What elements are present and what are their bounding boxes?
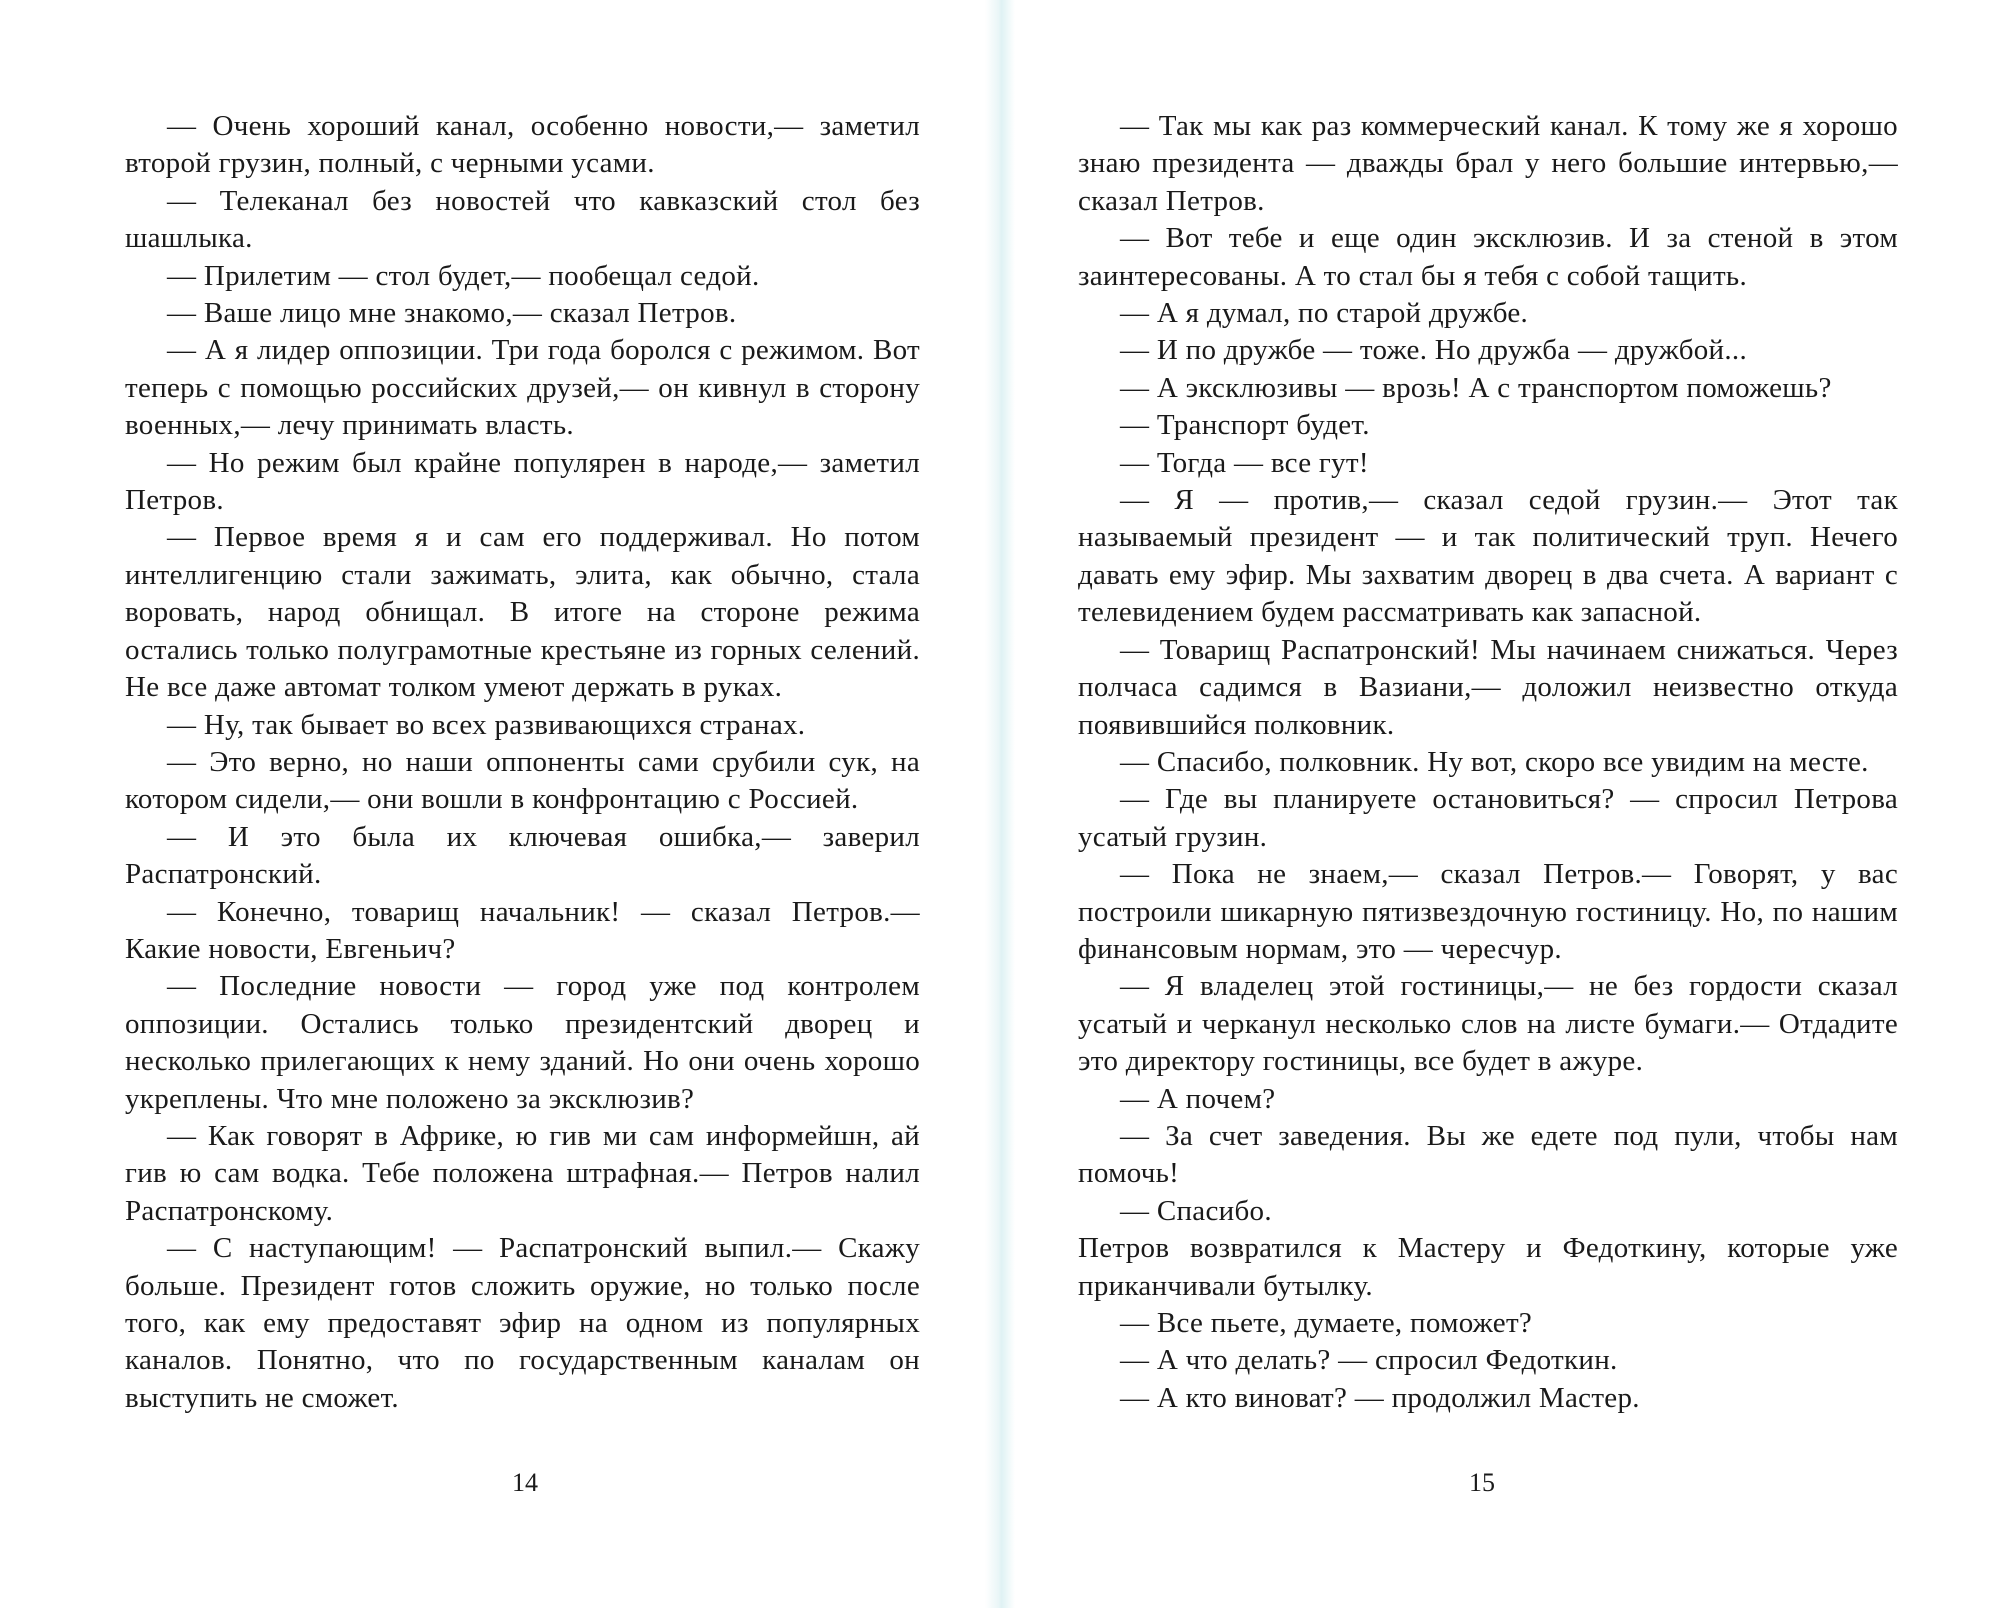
paragraph: — Так мы как раз коммерческий канал. К тому же я хорошо знаю президента — дважды брал у него большие интервью,— сказал Петров.	[1078, 110, 1898, 217]
paragraph: — А почем?	[1120, 1082, 1276, 1115]
paragraph: — А что делать? — спросил Федоткин.	[1120, 1344, 1618, 1377]
paragraph: — Все пьете, думаете, поможет?	[1120, 1307, 1533, 1339]
paragraph: — Тогда — все гут!	[1120, 446, 1369, 479]
paragraph: — Ну, так бывает во всех развивающихся странах.	[167, 708, 806, 741]
left-page	[0, 0, 985, 1608]
paragraph: — Это верно, но наши оппоненты сами срубили сук, на котором сидели,— они вошли в конфронтацию с Россией.	[125, 745, 920, 816]
right-page-text	[1078, 108, 1898, 1417]
left-page-text	[125, 108, 920, 1417]
paragraph: — Я — против,— сказал седой грузин.— Этот так называемый президент — и так политический труп. Нечего давать ему эфир. Мы захватим дворец в два счета. А вариант с телевидением будем рассматривать как запасной.	[1078, 484, 1898, 629]
paragraph: — И по дружбе — тоже. Но дружба — дружбой...	[1120, 334, 1748, 367]
paragraph: — Ваше лицо мне знакомо,— сказал Петров.	[167, 297, 737, 330]
paragraph: — А эксклюзивы — врозь! А с транспортом поможешь?	[1120, 371, 1832, 404]
right-page	[1015, 0, 2000, 1608]
page-number: 15	[1469, 1468, 1495, 1497]
paragraph: — Первое время я и сам его поддерживал. Но потом интеллигенцию стали зажимать, элита, как обычно, стала воровать, народ обнищал. В итоге на стороне режима остались только полуграмотные крестьяне из горных селений. Не все даже автомат толком умеют держать в руках.	[125, 521, 920, 704]
paragraph: — Транспорт будет.	[1120, 409, 1370, 442]
paragraph: — Телеканал без новостей что кавказский стол без шашлыка.	[125, 184, 920, 255]
paragraph: — Прилетим — стол будет,— пообещал седой.	[167, 259, 760, 292]
paragraph: — Но режим был крайне популярен в народе,— заметил Петров.	[125, 446, 920, 517]
paragraph: — А я думал, по старой дружбе.	[1120, 297, 1529, 330]
paragraph: — За счет заведения. Вы же едете под пули, чтобы нам помочь!	[1078, 1119, 1898, 1190]
paragraph: Петров возвратился к Мастеру и Федоткину, которые уже приканчивали бутылку.	[1078, 1232, 1898, 1302]
paragraph: — И это была их ключевая ошибка,— заверил Распатронский.	[125, 820, 920, 891]
paragraph: — Спасибо.	[1120, 1194, 1272, 1227]
paragraph: — Где вы планируете остановиться? — спросил Петрова усатый грузин.	[1078, 783, 1898, 853]
page-number: 14	[512, 1468, 538, 1497]
paragraph: — Последние новости — город уже под контролем оппозиции. Остались только президентский дворец и несколько прилегающих к нему зданий. Но они очень хорошо укреплены. Что мне положено за эксклюзив?	[125, 970, 920, 1115]
paragraph: — А я лидер оппозиции. Три года боролся с режимом. Вот теперь с помощью российских друзей,— он кивнул в сторону военных,— лечу принимать власть.	[125, 334, 920, 442]
paragraph: — А кто виноват? — продолжил Мастер.	[1120, 1381, 1640, 1414]
paragraph: — Пока не знаем,— сказал Петров.— Говорят, у вас построили шикарную пятизвездочную гостиницу. Но, по нашим финансовым нормам, это — чересчур.	[1078, 858, 1898, 965]
paragraph: — Спасибо, полковник. Ну вот, скоро все увидим на месте.	[1120, 745, 1869, 778]
paragraph: — С наступающим! — Распатронский выпил.— Скажу больше. Президент готов сложить оружие, но только после того, как ему предоставят эфир на одном из популярных каналов. Понятно, что по государственным каналам он выступить не сможет.	[125, 1232, 920, 1414]
paragraph: — Конечно, товарищ начальник! — сказал Петров.— Какие новости, Евгеньич?	[125, 895, 920, 965]
paragraph: — Вот тебе и еще один эксклюзив. И за стеной в этом заинтересованы. А то стал бы я тебя с собой тащить.	[1078, 222, 1898, 292]
paragraph: — Товарищ Распатронский! Мы начинаем снижаться. Через полчаса садимся в Вазиани,— доложил неизвестно откуда появившийся полковник.	[1078, 633, 1898, 741]
paragraph: — Как говорят в Африке, ю гив ми сам информейшн, ай гив ю сам водка. Тебе положена штрафная.— Петров налил Распатронскому.	[125, 1119, 920, 1227]
paragraph: — Я владелец этой гостиницы,— не без гордости сказал усатый и черканул несколько слов на листе бумаги.— Отдадите это директору гостиницы, все будет в ажуре.	[1078, 970, 1898, 1078]
paragraph: — Очень хороший канал, особенно новости,— заметил второй грузин, полный, с черными усами.	[125, 110, 920, 180]
book-gutter	[985, 0, 1015, 1608]
